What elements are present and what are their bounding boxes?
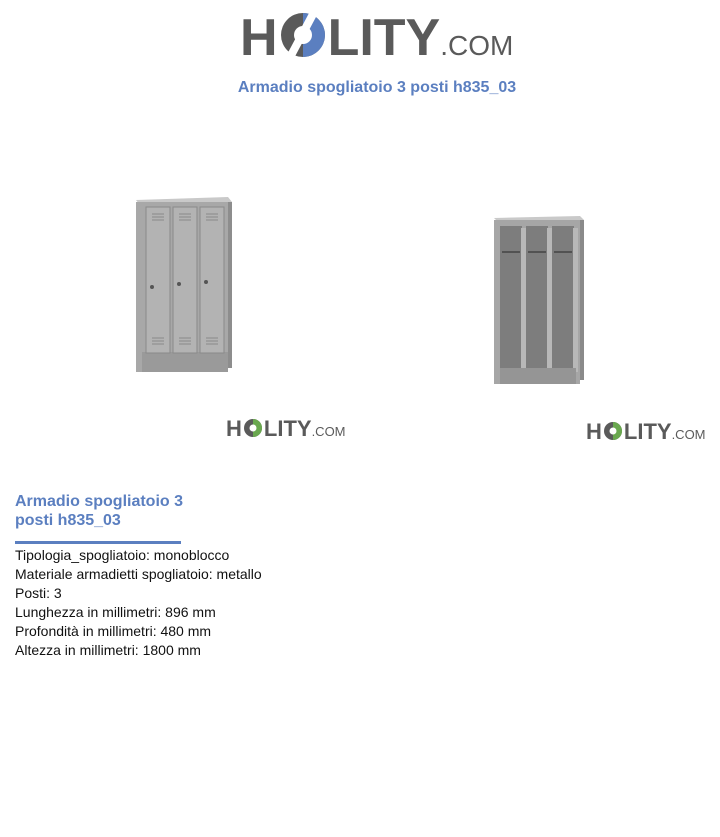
spec-item: Posti: 3 (15, 585, 62, 601)
logo-letter-h: H (586, 419, 602, 444)
spec-item: Tipologia_spogliatoio: monoblocco (15, 547, 230, 563)
holity-logo[interactable] (240, 8, 514, 68)
cabinet-open-image[interactable] (488, 212, 588, 387)
cabinet-closed-image[interactable] (130, 192, 236, 378)
logo-o-icon (602, 420, 624, 444)
section-divider (15, 541, 181, 544)
holity-logo-small-right (586, 419, 706, 445)
logo-word-lity: LITY (327, 9, 441, 67)
logo-letter-h: H (226, 416, 242, 441)
logo-o-icon (242, 417, 264, 441)
holity-logo-small-left (226, 416, 346, 442)
logo-suffix: .COM (311, 424, 346, 439)
spec-list (15, 546, 262, 660)
logo-o-icon (278, 9, 328, 61)
spec-item: Altezza in millimetri: 1800 mm (15, 642, 201, 658)
product-section-title: Armadio spogliatoio 3 posti h835_03 (15, 493, 184, 529)
page-title: Armadio spogliatoio 3 posti h835_03 (237, 79, 517, 96)
logo-letter-h: H (240, 9, 278, 67)
logo-word-lity: LITY (263, 416, 312, 441)
spec-item: Profondità in millimetri: 480 mm (15, 623, 212, 639)
logo-suffix: .COM (440, 30, 514, 61)
spec-item: Lunghezza in millimetri: 896 mm (15, 604, 216, 620)
logo-word-lity: LITY (623, 419, 672, 444)
logo-suffix: .COM (671, 427, 706, 442)
spec-item: Materiale armadietti spogliatoio: metallo (15, 566, 262, 582)
